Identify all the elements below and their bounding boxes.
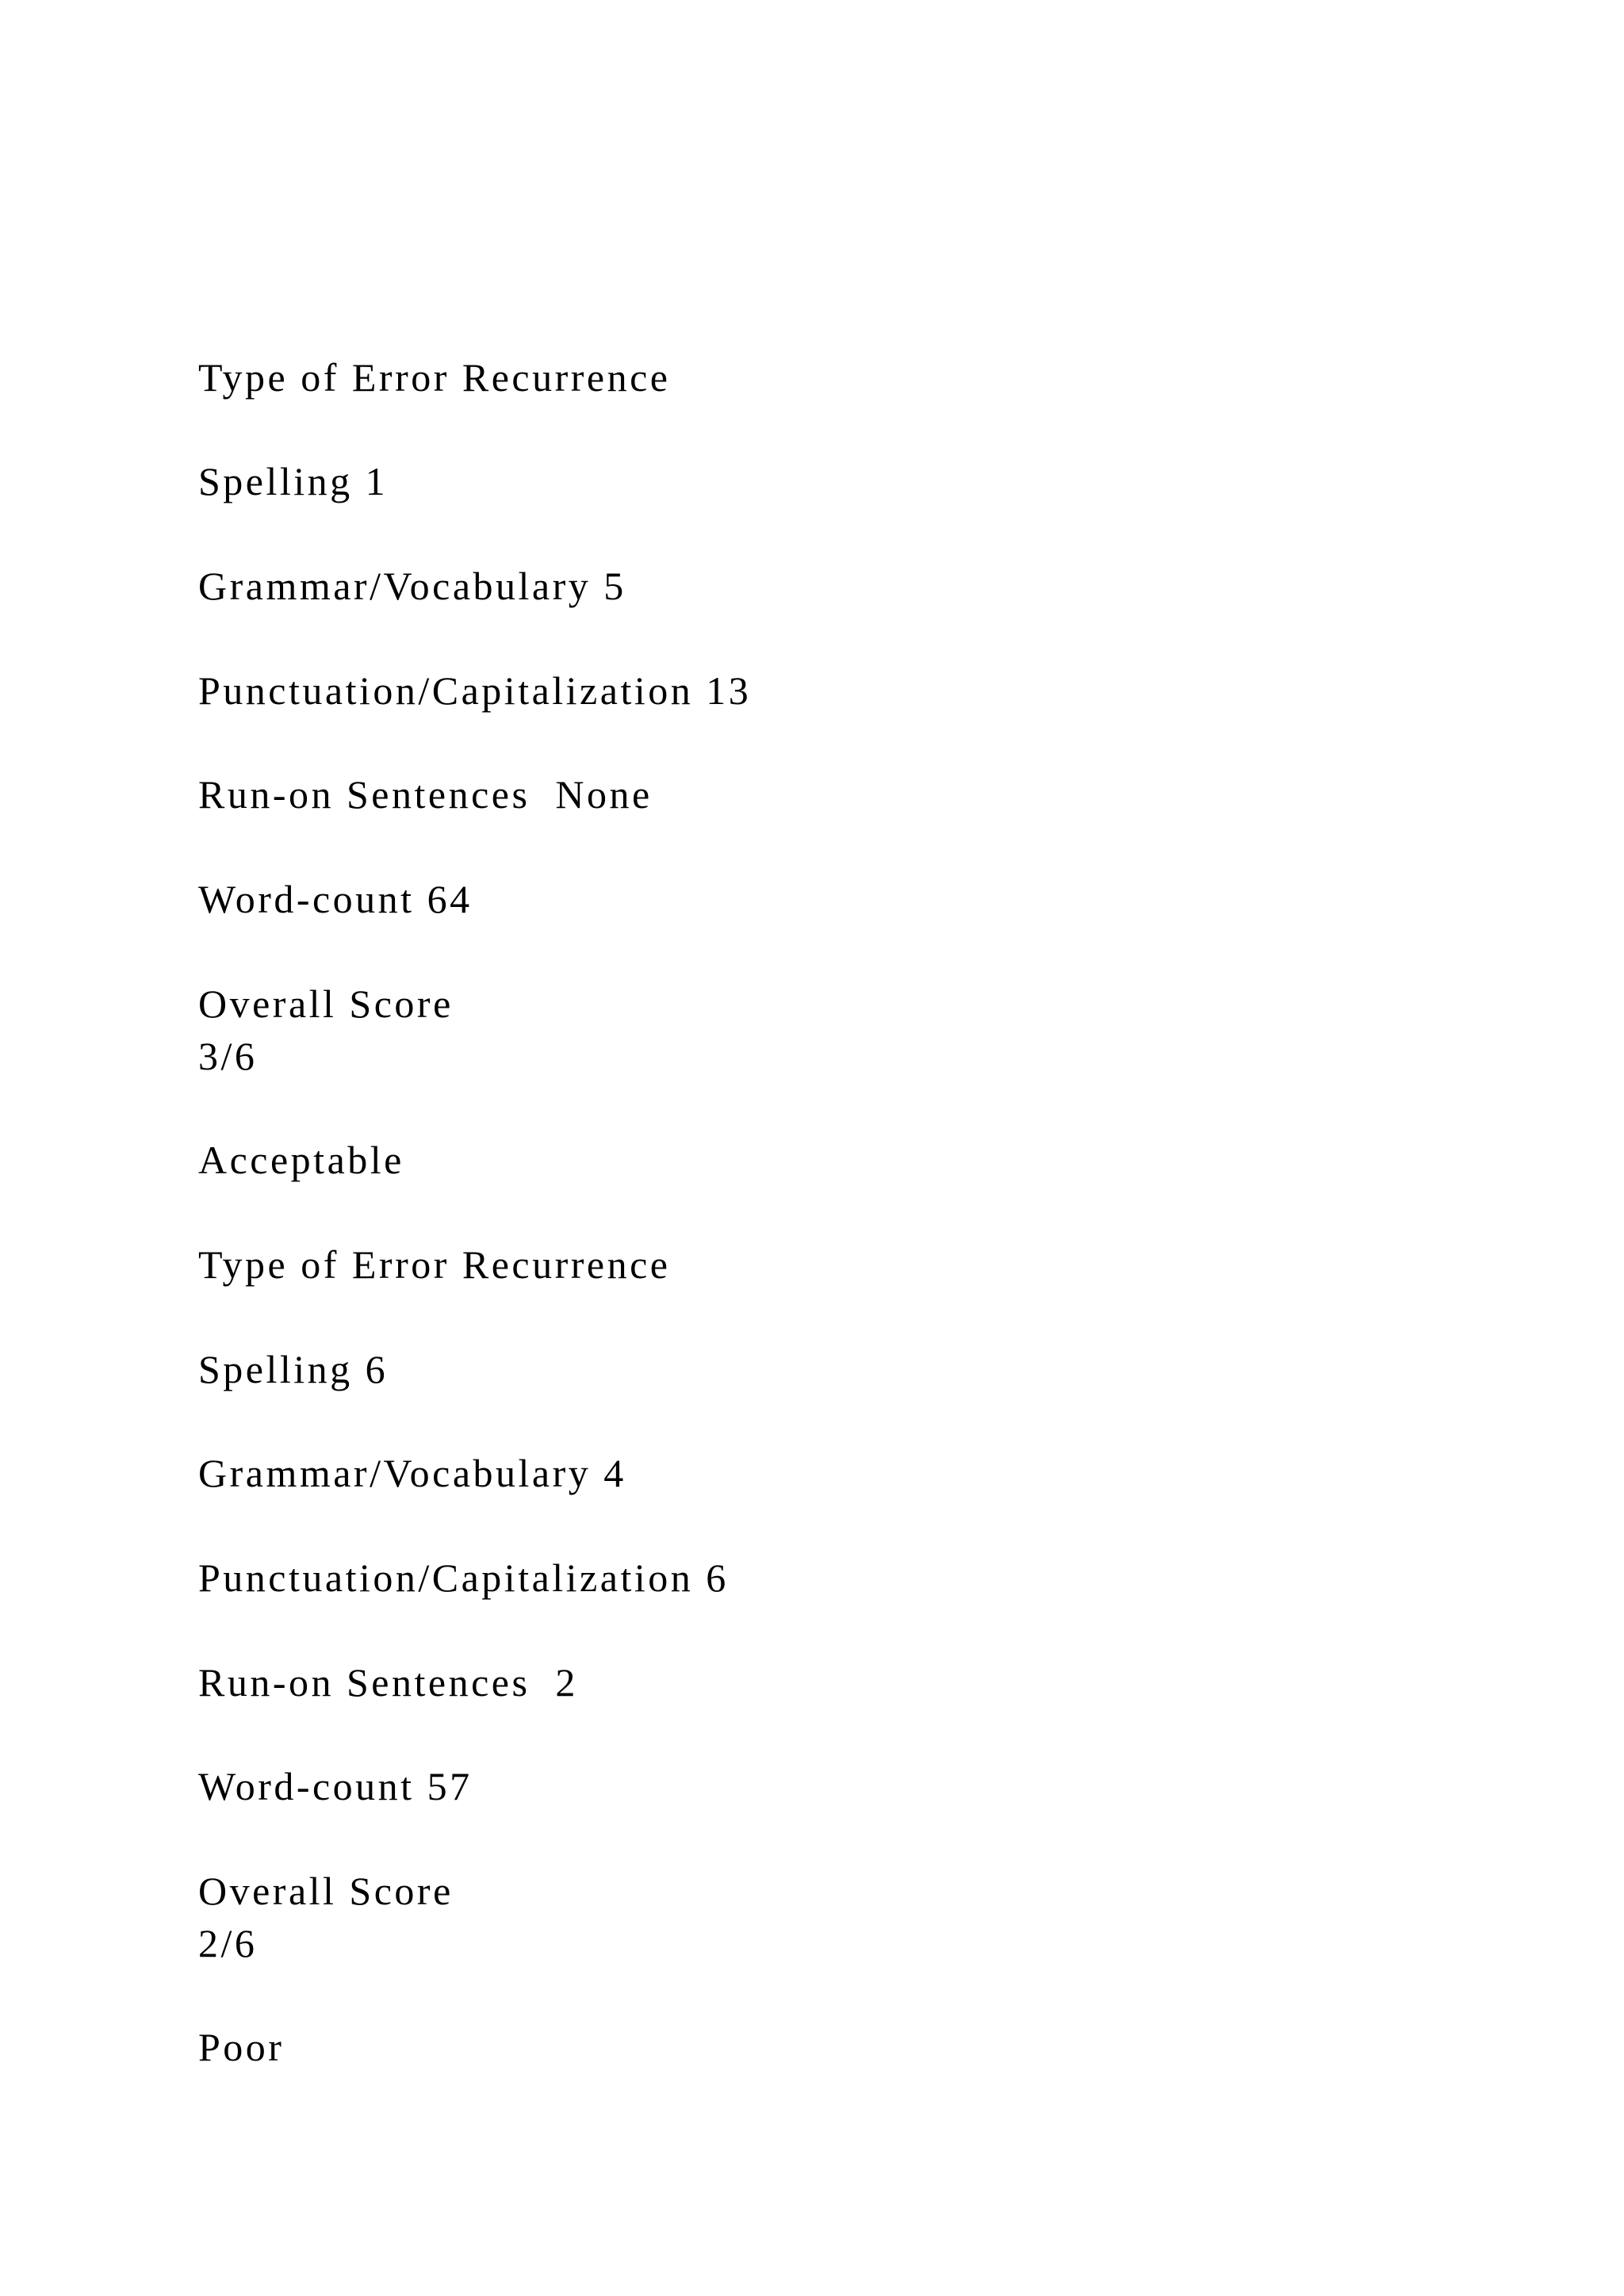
section-1-row-grammar: Grammar/Vocabulary 5 xyxy=(198,564,626,608)
section-1-row-word-count: Word-count 64 xyxy=(198,877,473,921)
section-1-row-punctuation: Punctuation/Capitalization 13 xyxy=(198,668,752,713)
section-2-rating: Poor xyxy=(198,2025,285,2069)
section-1-row-spelling: Spelling 1 xyxy=(198,459,389,503)
section-2-row-grammar: Grammar/Vocabulary 4 xyxy=(198,1451,626,1495)
section-2-row-run-on: Run-on Sentences 2 xyxy=(198,1660,578,1705)
section-1-header: Type of Error Recurrence xyxy=(198,355,671,400)
section-2-score-value: 2/6 xyxy=(198,1921,258,1965)
section-1-score-label: Overall Score xyxy=(198,982,454,1026)
section-2-score-label: Overall Score xyxy=(198,1869,454,1913)
section-2-row-word-count: Word-count 57 xyxy=(198,1764,473,1808)
section-1-row-run-on: Run-on Sentences None xyxy=(198,772,653,817)
section-2-header: Type of Error Recurrence xyxy=(198,1242,671,1287)
section-2-row-punctuation: Punctuation/Capitalization 6 xyxy=(198,1556,729,1600)
section-1-rating: Acceptable xyxy=(198,1138,404,1182)
section-1-score-value: 3/6 xyxy=(198,1034,258,1078)
section-2-row-spelling: Spelling 6 xyxy=(198,1347,389,1391)
